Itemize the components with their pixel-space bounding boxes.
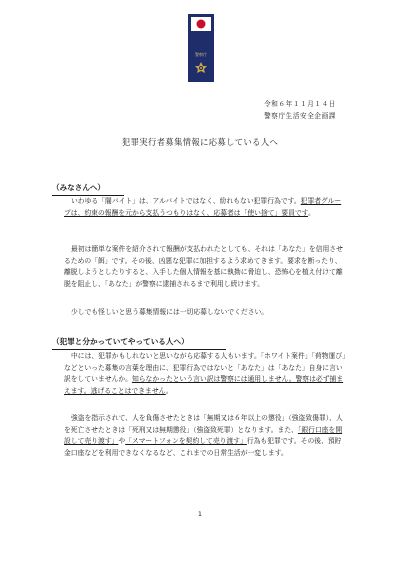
paragraph-text: 中には、犯罪かもしれないと思いながら応募する人もいます。「ホワイト案件」「荷物運び」などといった募集の言葉を理由に、犯罪行為ではないと「あなた」は「あなた」自身に言い訳をしていませんか。	[64, 352, 346, 384]
underlined-text: 知らなかったという言い訳は警察には通用しません。警察は必ず捕まえます。逃げることはできません	[64, 375, 344, 395]
paragraph-text: 強盗を指示されて、人を負傷させたときは「無期又は６年以上の懲役」（強盗致傷罪）、人を死亡させたときは「死刑又は無期懲役」（強盗致死罪）となります。また、	[64, 414, 343, 434]
underlined-text: 犯罪者グループは、約束の報酬を元から支払うつもりはなく、応募者は「使い捨て」要員です	[64, 197, 342, 217]
paragraph-text: 行為も犯罪です。その後、預貯金口座などを利用できなくなるなど、これまでの日常生活が一変します。	[64, 437, 342, 457]
paragraph-bait: 最初は簡単な案件を紹介されて報酬が支払われたとしても、それは「あなた」を信用させるための「餌」です。その後、凶悪な犯罪に加担するよう求めてきます。要求を断ったり、離脱しようとしたりすると、入手した個人情報を基に執拗に脅迫し、恐怖心を植え付けて離脱を阻止し、「あなた」が警察に逮捕されるまで利用し続けます。	[64, 245, 343, 288]
underlined-text: 「スマートフォンを契約して売り渡す」	[125, 437, 247, 446]
paragraph-yami-baito	[64, 196, 346, 219]
underlined-text: 「銀行口座を開設して売り渡す」	[64, 425, 343, 446]
police-agency-logo	[188, 14, 214, 82]
issue-date: 令和６年１１月１４日	[264, 100, 336, 108]
paragraph-text: や	[118, 437, 126, 446]
paragraph-text: 。	[308, 208, 315, 217]
paragraph-excuses	[64, 351, 346, 397]
document-title: 犯罪実行者募集情報に応募している人へ	[121, 137, 279, 147]
paragraph-text: いわゆる「闇バイト」は、アルバイトではなく、紛れもない犯罪行為です。	[71, 197, 301, 205]
paragraph-do-not-apply: 少しでも怪しいと思う募集情報には一切応募しないでください。	[71, 308, 269, 316]
section-heading-everyone: （みなさんへ）	[52, 179, 124, 196]
page-number: 1	[197, 510, 203, 518]
section-heading-knowing-crime: （犯罪と分かっていてやっている人へ）	[52, 333, 226, 350]
police-emblem-icon	[188, 14, 214, 82]
paragraph-penalties	[64, 413, 346, 459]
paragraph-text: 。	[165, 386, 173, 395]
logo-text: 警察庁	[195, 52, 207, 57]
document-meta	[264, 98, 336, 122]
issuing-department: 警察庁生活安全企画課	[264, 112, 336, 120]
